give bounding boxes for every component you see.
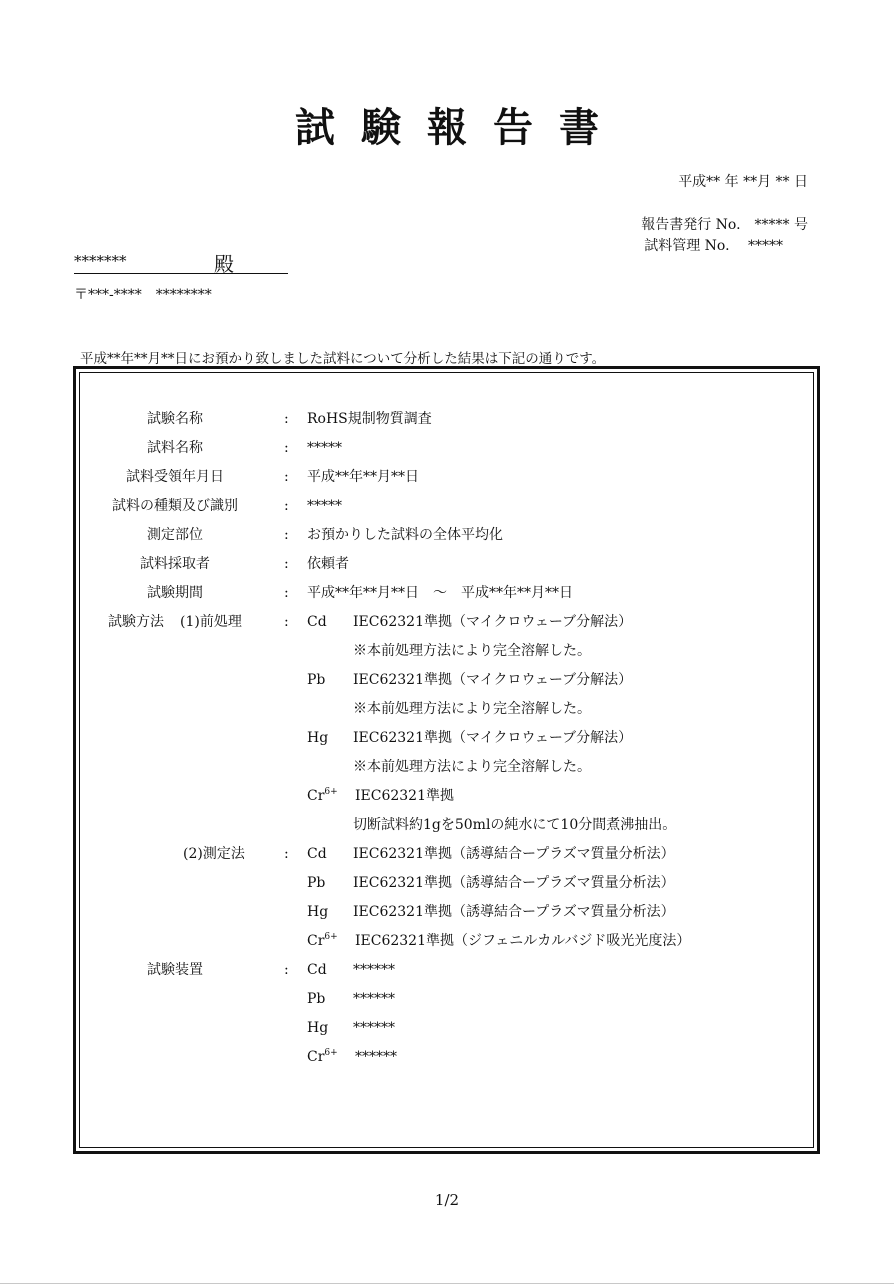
row-pretreatment-note [0,756,894,778]
colon: : [284,556,289,572]
row-sample-name [0,437,894,459]
row-test-name [0,408,894,430]
measurement-method: IEC62321準拠（誘導結合ープラズマ質量分析法） [353,904,675,920]
row-pretreatment-note [0,640,894,662]
pretreatment-method: IEC62321準拠（マイクロウェーブ分解法） [353,672,633,688]
row-measurement [0,930,894,952]
row-pretreatment [0,727,894,749]
pretreatment-element: Cd [307,614,327,630]
page-number: 1/2 [434,1191,460,1209]
issue-date: 平成** 年 **月 ** 日 [678,174,808,190]
row-pretreatment-note [0,814,894,836]
row-measurement [0,901,894,923]
row-received-date [0,466,894,488]
equipment-element: $Cr^{6+}$ [307,1048,338,1065]
value-received-date: 平成**年**月**日 [307,469,419,485]
colon: : [284,585,289,601]
row-measurement [0,843,894,865]
equipment-value: ****** [353,962,395,978]
pretreatment-element: $Cr^{6+}$ [307,787,338,804]
colon: : [284,411,289,427]
row-equipment [0,959,894,981]
row-method-pretreatment-0 [0,611,894,633]
document-title: 試験報告書 [295,104,625,151]
recipient [74,250,288,274]
pretreatment-element: Pb [307,672,326,688]
label-received-date: 試料受領年月日 [126,469,224,485]
label-test-period: 試験期間 [147,585,203,601]
colon: : [284,614,289,630]
row-equipment [0,988,894,1010]
recipient-name: ******* [74,252,127,270]
page-bottom-divider [0,1283,894,1284]
pretreatment-note: ※本前処理方法により完全溶解した。 [353,643,591,659]
recipient-honorific: 殿 [214,252,234,276]
value-test-name: RoHS規制物質調査 [307,411,432,427]
label-sample-name: 試料名称 [147,440,203,456]
colon: : [284,498,289,514]
report-number: 報告書発行 No. ***** 号 [641,217,808,233]
row-pretreatment [0,785,894,807]
measurement-method: IEC62321準拠（誘導結合ープラズマ質量分析法） [353,846,675,862]
row-sampler [0,553,894,575]
equipment-element: Pb [307,991,326,1007]
equipment-value: ****** [355,1049,397,1065]
intro-sentence: 平成**年**月**日にお預かり致しました試料について分析した結果は下記の通りです。 [80,351,606,367]
row-equipment [0,1017,894,1039]
label-test-method: 試験方法 [108,614,164,630]
value-sample-type: ***** [307,498,342,514]
value-sampler: 依頼者 [307,556,349,572]
label-measurement: (2)測定法 [183,846,245,862]
label-measurement-area: 測定部位 [147,527,203,543]
equipment-element: Cd [307,962,327,978]
row-sample-type [0,495,894,517]
measurement-method: IEC62321準拠（ジフェニルカルバジド吸光光度法） [355,933,691,949]
pretreatment-note: ※本前処理方法により完全溶解した。 [353,701,591,717]
measurement-element: Hg [307,904,329,920]
label-test-name: 試験名称 [147,411,203,427]
row-measurement [0,872,894,894]
pretreatment-note: 切断試料約1gを50mlの純水にて10分間煮沸抽出。 [353,817,677,833]
colon: : [284,440,289,456]
label-equipment: 試験装置 [147,962,203,978]
pretreatment-method: IEC62321準拠（マイクロウェーブ分解法） [353,730,633,746]
label-sampler: 試料採取者 [140,556,210,572]
sample-management-number: 試料管理 No. ***** [644,238,783,254]
equipment-value: ****** [353,1020,395,1036]
recipient-address: 〒***-**** ******** [74,287,212,303]
row-pretreatment [0,669,894,691]
row-test-period [0,582,894,604]
value-test-period: 平成**年**月**日 ～ 平成**年**月**日 [307,585,573,601]
row-measurement-area [0,524,894,546]
row-equipment [0,1046,894,1068]
measurement-element: Pb [307,875,326,891]
row-pretreatment-note [0,698,894,720]
measurement-element: Cd [307,846,327,862]
label-sample-type: 試料の種類及び識別 [112,498,238,514]
pretreatment-method: IEC62321準拠 [355,788,454,804]
colon: : [284,846,289,862]
pretreatment-note: ※本前処理方法により完全溶解した。 [353,759,591,775]
colon: : [284,469,289,485]
value-measurement-area: お預かりした試料の全体平均化 [307,527,503,543]
equipment-element: Hg [307,1020,329,1036]
label-pretreatment: (1)前処理 [180,614,242,630]
equipment-value: ****** [353,991,395,1007]
pretreatment-method: IEC62321準拠（マイクロウェーブ分解法） [353,614,633,630]
pretreatment-element: Hg [307,730,329,746]
colon: : [284,527,289,543]
measurement-element: $Cr^{6+}$ [307,932,338,949]
value-sample-name: ***** [307,440,342,456]
measurement-method: IEC62321準拠（誘導結合ープラズマ質量分析法） [353,875,675,891]
colon: : [284,962,289,978]
